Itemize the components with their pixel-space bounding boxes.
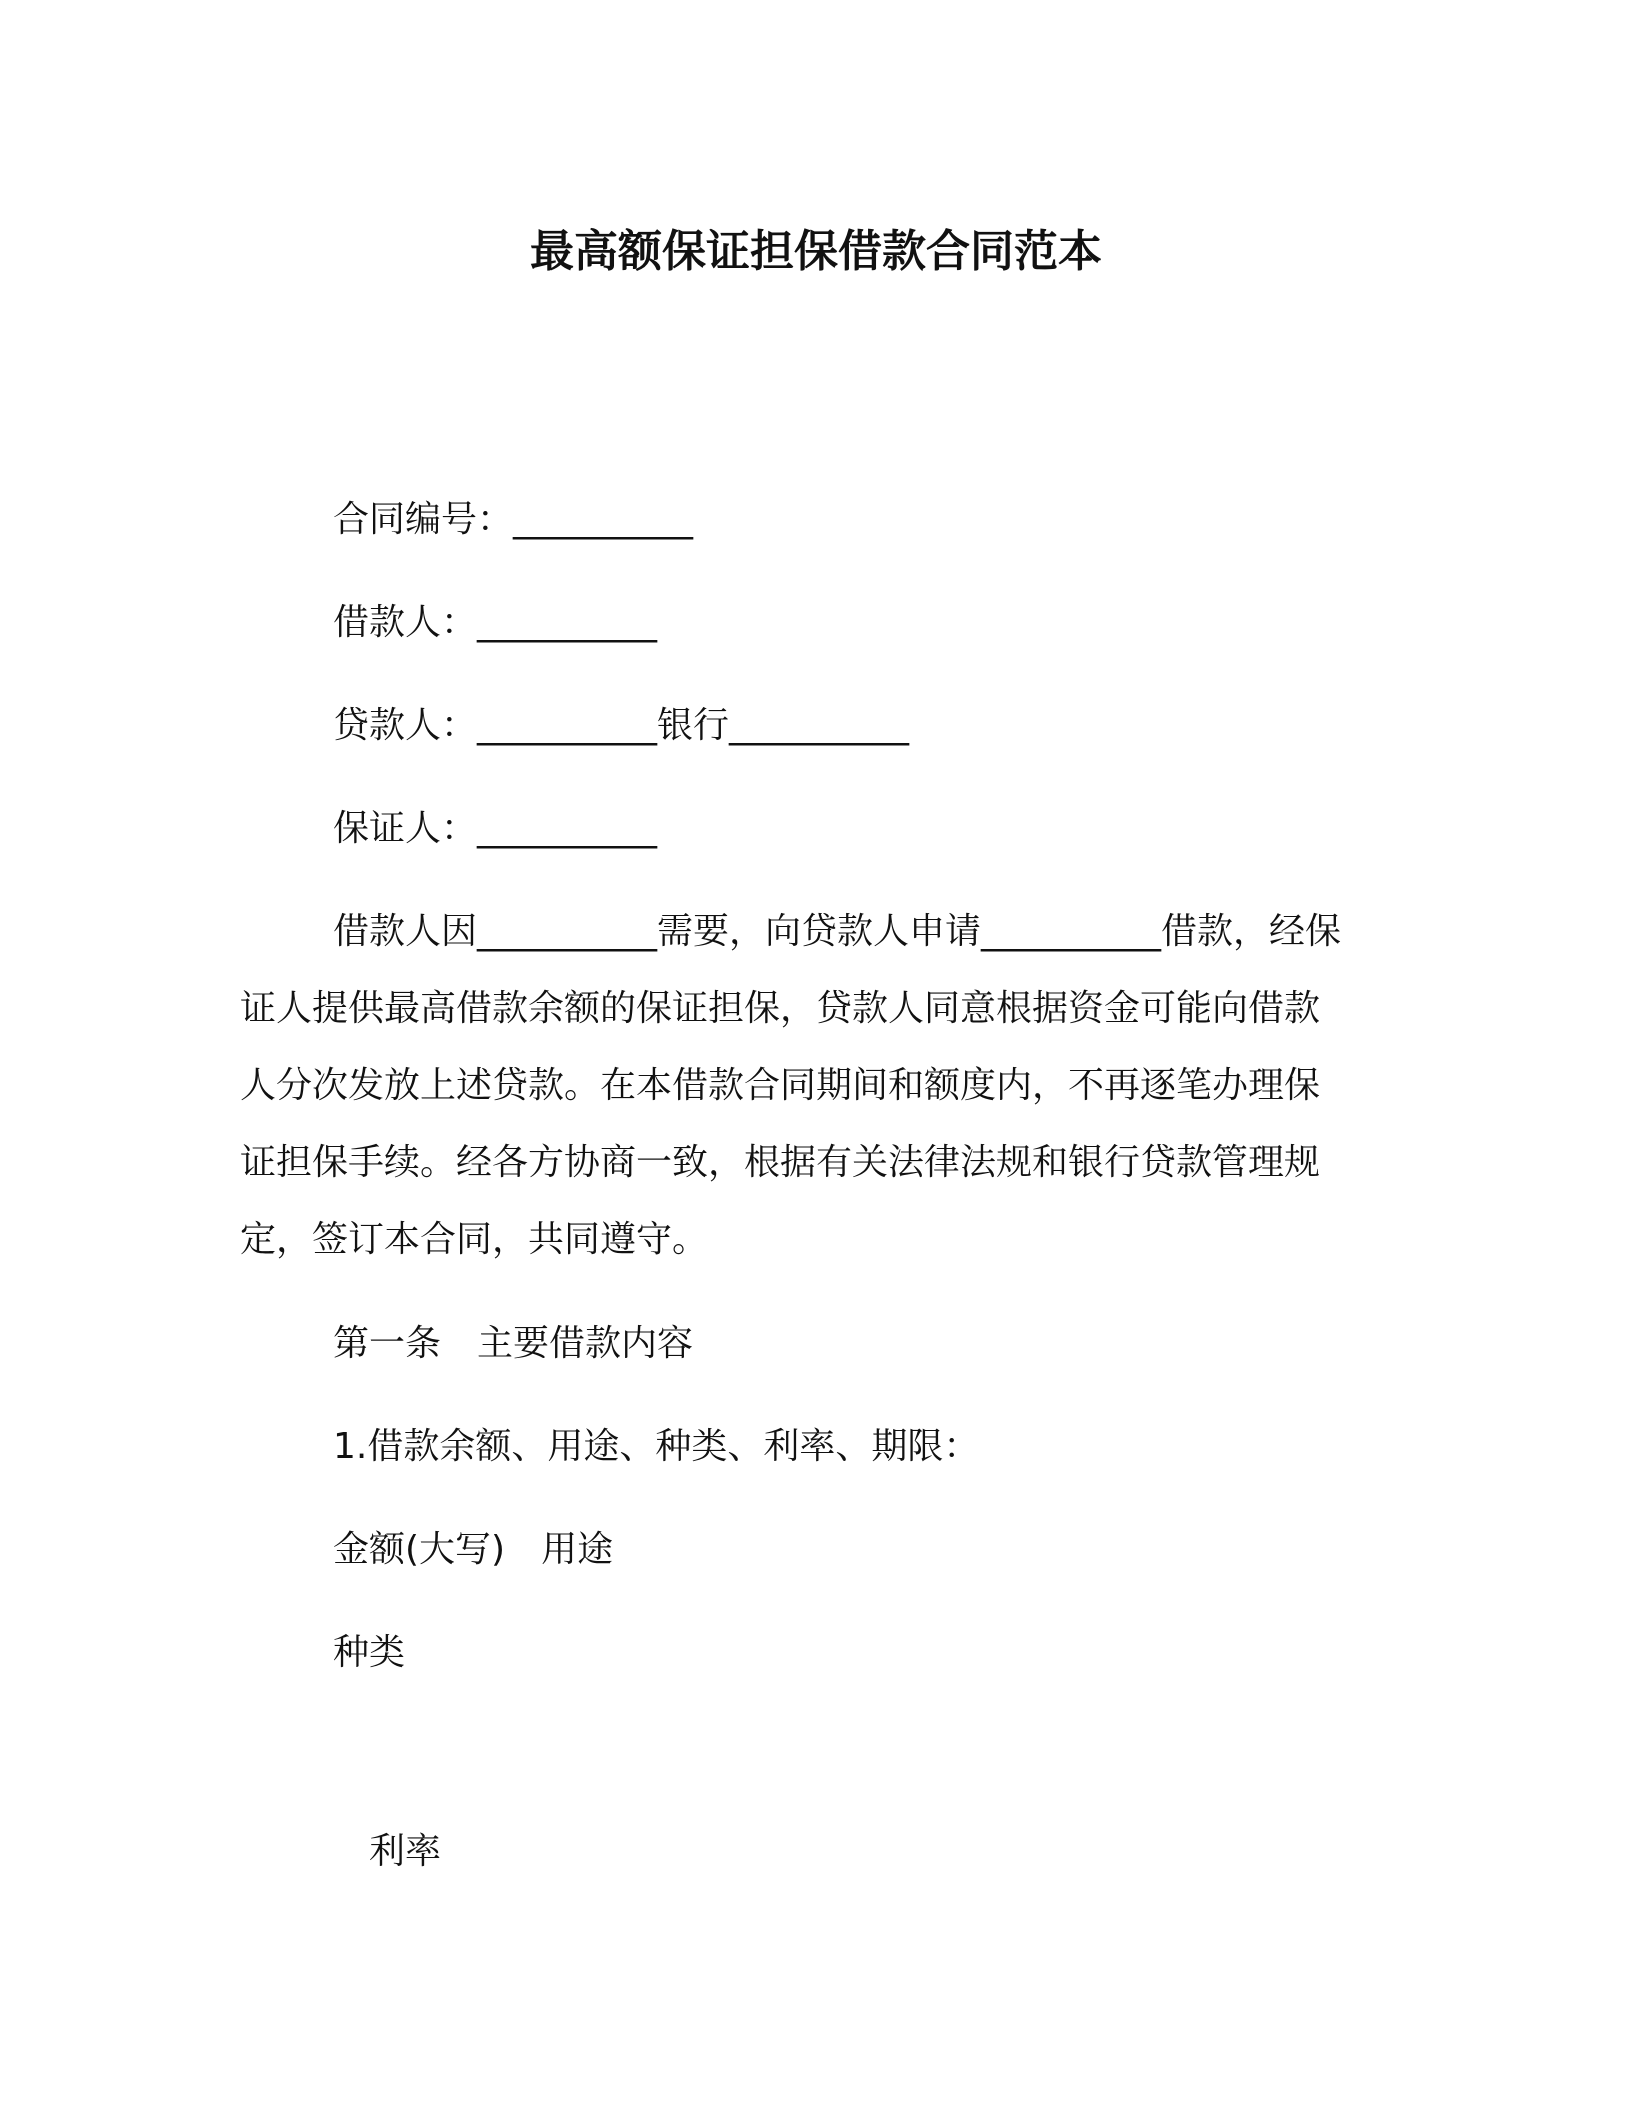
type-label: 种类 bbox=[333, 1632, 406, 1673]
intro-line-1: 借款人因__________需要，向贷款人申请__________借款，经保 bbox=[333, 911, 1342, 952]
intro-line-3: 人分次发放上述贷款。在本借款合同期间和额度内，不再逐笔办理保 bbox=[240, 1065, 1321, 1106]
article-1-item-1: 1.借款余额、用途、种类、利率、期限： bbox=[333, 1426, 980, 1467]
document-title: 最高额保证担保借款合同范本 bbox=[530, 226, 1102, 277]
rate-label: 利率 bbox=[369, 1831, 442, 1872]
intro-line-2: 证人提供最高借款余额的保证担保，贷款人同意根据资金可能向借款 bbox=[240, 988, 1321, 1029]
article-1-heading: 第一条 主要借款内容 bbox=[333, 1323, 694, 1364]
lender-field: 贷款人：__________银行__________ bbox=[333, 705, 910, 746]
guarantor-field: 保证人：__________ bbox=[333, 808, 658, 849]
intro-line-4: 证担保手续。经各方协商一致，根据有关法律法规和银行贷款管理规 bbox=[240, 1142, 1321, 1183]
amount-usage-label: 金额(大写) 用途 bbox=[333, 1529, 614, 1570]
contract-number-field: 合同编号：__________ bbox=[333, 499, 694, 540]
borrower-field: 借款人：__________ bbox=[333, 602, 658, 643]
intro-line-5: 定，签订本合同，共同遵守。 bbox=[240, 1219, 709, 1260]
